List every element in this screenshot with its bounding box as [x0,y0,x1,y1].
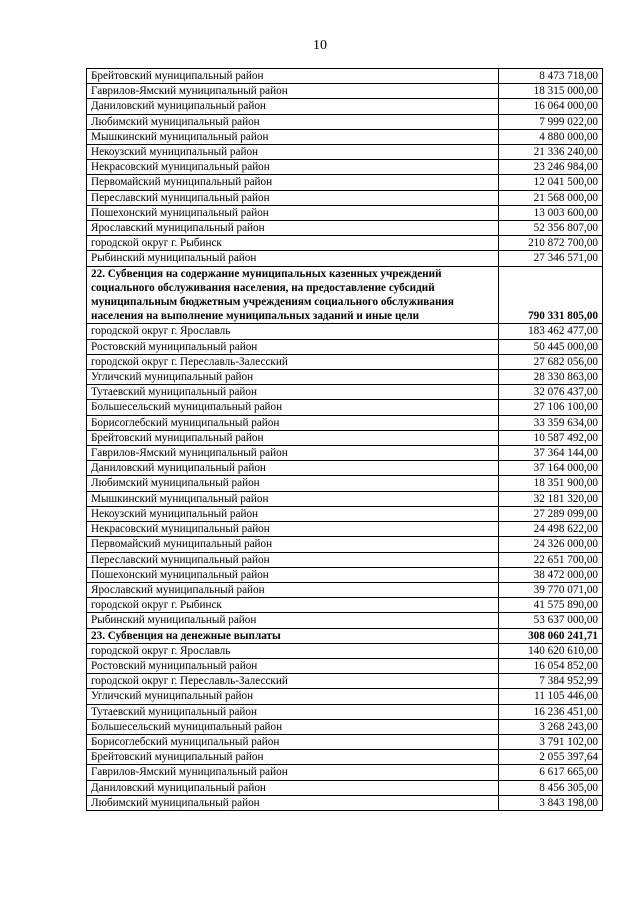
recipient-name: Большесельский муниципальный район [87,400,499,415]
table-row [87,430,603,445]
table-row [87,221,603,236]
amount: 24 498 622,00 [499,522,603,537]
recipient-name: Пошехонский муниципальный район [87,205,499,220]
amount: 21 568 000,00 [499,190,603,205]
amount: 24 326 000,00 [499,537,603,552]
amount: 28 330 863,00 [499,370,603,385]
amount: 6 617 665,00 [499,765,603,780]
recipient-name: Угличский муниципальный район [87,689,499,704]
table-row [87,522,603,537]
recipient-name: Брейтовский муниципальный район [87,750,499,765]
amount: 41 575 890,00 [499,598,603,613]
amount: 16 064 000,00 [499,99,603,114]
amount: 27 682 056,00 [499,354,603,369]
table-row [87,491,603,506]
recipient-name: Борисоглебский муниципальный район [87,415,499,430]
table-row [87,674,603,689]
recipient-name: Любимский муниципальный район [87,114,499,129]
amount: 4 880 000,00 [499,129,603,144]
recipient-name: Брейтовский муниципальный район [87,430,499,445]
amount: 27 289 099,00 [499,506,603,521]
table-row [87,251,603,266]
amount: 27 106 100,00 [499,400,603,415]
table-row [87,190,603,205]
table-row [87,175,603,190]
amount: 21 336 240,00 [499,145,603,160]
recipient-name: городской округ г. Переславль-Залесский [87,354,499,369]
recipient-name: Некрасовский муниципальный район [87,522,499,537]
section-title: 23. Субвенция на денежные выплаты [87,628,499,643]
amount: 23 246 984,00 [499,160,603,175]
table-row [87,719,603,734]
table-row [87,339,603,354]
amount: 13 003 600,00 [499,205,603,220]
amount: 37 164 000,00 [499,461,603,476]
amount: 32 076 437,00 [499,385,603,400]
table-row [87,129,603,144]
recipient-name: Даниловский муниципальный район [87,461,499,476]
amount: 53 637 000,00 [499,613,603,628]
recipient-name: Ярославский муниципальный район [87,221,499,236]
recipient-name: Рыбинский муниципальный район [87,251,499,266]
table-row [87,99,603,114]
amount: 7 999 022,00 [499,114,603,129]
amount: 8 473 718,00 [499,69,603,84]
recipient-name: Даниловский муниципальный район [87,780,499,795]
table-row [87,354,603,369]
amount: 12 041 500,00 [499,175,603,190]
amount: 11 105 446,00 [499,689,603,704]
amount: 33 359 634,00 [499,415,603,430]
recipient-name: Тутаевский муниципальный район [87,704,499,719]
subvention-table-body [87,69,603,811]
section-header-row [87,266,603,324]
recipient-name: Гаврилов-Ямский муниципальный район [87,446,499,461]
amount: 183 462 477,00 [499,324,603,339]
table-row [87,145,603,160]
amount: 18 315 000,00 [499,84,603,99]
recipient-name: Ярославский муниципальный район [87,582,499,597]
table-row [87,780,603,795]
section-total: 308 060 241,71 [499,628,603,643]
amount: 22 651 700,00 [499,552,603,567]
table-row [87,324,603,339]
recipient-name: Пошехонский муниципальный район [87,567,499,582]
recipient-name: Мышкинский муниципальный район [87,491,499,506]
recipient-name: Ростовский муниципальный район [87,339,499,354]
section-title: 22. Субвенция на содержание муниципальных казенных учреждений социального обслуживания населения, на предоставление субсидий муниципальным бюджетным учреждениям социального обслуживания населения на выполнение муниципальных заданий и иные цели [87,266,499,324]
table-row [87,461,603,476]
recipient-name: Угличский муниципальный район [87,370,499,385]
table-row [87,385,603,400]
recipient-name: Некрасовский муниципальный район [87,160,499,175]
table-row [87,506,603,521]
recipient-name: Мышкинский муниципальный район [87,129,499,144]
page-number: 10 [313,38,327,53]
section-header-row [87,628,603,643]
recipient-name: Любимский муниципальный район [87,476,499,491]
recipient-name: городской округ г. Переславль-Залесский [87,674,499,689]
recipient-name: Даниловский муниципальный район [87,99,499,114]
recipient-name: Первомайский муниципальный район [87,537,499,552]
recipient-name: городской округ г. Рыбинск [87,236,499,251]
table-row [87,114,603,129]
table-row [87,69,603,84]
table-row [87,582,603,597]
amount: 39 770 071,00 [499,582,603,597]
amount: 52 356 807,00 [499,221,603,236]
amount: 140 620 610,00 [499,643,603,658]
table-row [87,643,603,658]
table-row [87,765,603,780]
table-row [87,658,603,673]
table-row [87,160,603,175]
amount: 7 384 952,99 [499,674,603,689]
recipient-name: Борисоглебский муниципальный район [87,734,499,749]
table-row [87,689,603,704]
amount: 210 872 700,00 [499,236,603,251]
table-row [87,704,603,719]
amount: 3 268 243,00 [499,719,603,734]
amount: 2 055 397,64 [499,750,603,765]
recipient-name: Гаврилов-Ямский муниципальный район [87,765,499,780]
table-row [87,537,603,552]
table-row [87,552,603,567]
table-row [87,84,603,99]
table-row [87,750,603,765]
amount: 10 587 492,00 [499,430,603,445]
recipient-name: Переславский муниципальный район [87,552,499,567]
table-row [87,598,603,613]
amount: 32 181 320,00 [499,491,603,506]
subvention-table [86,68,603,811]
recipient-name: Первомайский муниципальный район [87,175,499,190]
table-row [87,205,603,220]
section-total: 790 331 805,00 [499,266,603,324]
recipient-name: Тутаевский муниципальный район [87,385,499,400]
amount: 38 472 000,00 [499,567,603,582]
recipient-name: Некоузский муниципальный район [87,506,499,521]
table-row [87,476,603,491]
table-row [87,567,603,582]
recipient-name: Некоузский муниципальный район [87,145,499,160]
recipient-name: городской округ г. Ярославль [87,324,499,339]
recipient-name: Брейтовский муниципальный район [87,69,499,84]
table-row [87,446,603,461]
amount: 16 236 451,00 [499,704,603,719]
recipient-name: городской округ г. Ярославль [87,643,499,658]
table-row [87,795,603,810]
amount: 16 054 852,00 [499,658,603,673]
recipient-name: Ростовский муниципальный район [87,658,499,673]
amount: 27 346 571,00 [499,251,603,266]
recipient-name: Рыбинский муниципальный район [87,613,499,628]
table-row [87,370,603,385]
amount: 3 843 198,00 [499,795,603,810]
recipient-name: Большесельский муниципальный район [87,719,499,734]
amount: 8 456 305,00 [499,780,603,795]
recipient-name: Гаврилов-Ямский муниципальный район [87,84,499,99]
recipient-name: Любимский муниципальный район [87,795,499,810]
recipient-name: Переславский муниципальный район [87,190,499,205]
amount: 3 791 102,00 [499,734,603,749]
table-row [87,415,603,430]
amount: 50 445 000,00 [499,339,603,354]
table-row [87,400,603,415]
table-row [87,613,603,628]
amount: 18 351 900,00 [499,476,603,491]
amount: 37 364 144,00 [499,446,603,461]
table-row [87,734,603,749]
recipient-name: городской округ г. Рыбинск [87,598,499,613]
table-row [87,236,603,251]
